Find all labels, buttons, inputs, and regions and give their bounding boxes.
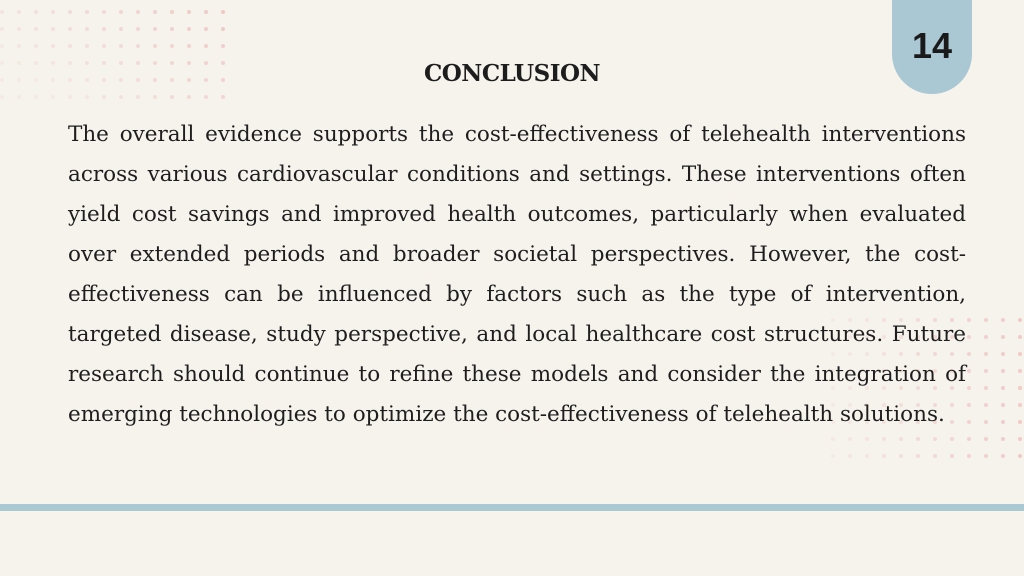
decorative-dot bbox=[136, 27, 140, 31]
decorative-dot bbox=[1001, 335, 1005, 339]
decorative-dot bbox=[119, 10, 123, 14]
decorative-dot bbox=[51, 10, 55, 14]
decorative-dot bbox=[984, 420, 988, 424]
decorative-dot bbox=[984, 437, 988, 441]
decorative-dot bbox=[1018, 420, 1022, 424]
decorative-dot bbox=[1018, 386, 1022, 390]
decorative-dot bbox=[984, 352, 988, 356]
decorative-dot bbox=[17, 10, 21, 14]
decorative-dot bbox=[153, 10, 157, 14]
decorative-dot bbox=[204, 10, 208, 14]
decorative-dot bbox=[85, 27, 89, 31]
decorative-dot bbox=[204, 27, 208, 31]
decorative-dot bbox=[34, 10, 38, 14]
decorative-dot bbox=[1018, 335, 1022, 339]
decorative-dot bbox=[119, 44, 123, 48]
decorative-dot bbox=[1018, 454, 1022, 458]
decorative-dot bbox=[85, 44, 89, 48]
decorative-dot bbox=[899, 437, 903, 441]
decorative-dot bbox=[102, 44, 106, 48]
decorative-dot bbox=[967, 454, 971, 458]
decorative-dot bbox=[17, 44, 21, 48]
decorative-dot bbox=[967, 369, 971, 373]
decorative-dot bbox=[221, 10, 225, 14]
decorative-dot bbox=[984, 369, 988, 373]
decorative-dot bbox=[153, 44, 157, 48]
decorative-dot bbox=[984, 454, 988, 458]
decorative-dot bbox=[0, 10, 4, 14]
conclusion-paragraph: The overall evidence supports the cost-effectiveness of telehealth interventions across various cardiovascular conditions and settings. These interventions often yield cost savings and improved health outcomes, particularly when evaluated over extended periods and broader societal perspectives. However, the cost-effectiveness can be influenced by factors such as the type of intervention, targeted disease, study perspective, and local healthcare cost structures. Future research should continue to refine these models and consider the integration of emerging technologies to optimize the cost-effectiveness of telehealth solutions. bbox=[68, 122, 966, 427]
decorative-dot bbox=[136, 95, 140, 99]
decorative-dot bbox=[967, 335, 971, 339]
decorative-dot bbox=[1018, 352, 1022, 356]
decorative-dot bbox=[17, 27, 21, 31]
decorative-dot bbox=[102, 27, 106, 31]
decorative-dot bbox=[34, 44, 38, 48]
decorative-dot bbox=[85, 10, 89, 14]
decorative-dot bbox=[865, 454, 869, 458]
slide-title: CONCLUSION bbox=[423, 60, 601, 87]
decorative-dot bbox=[170, 95, 174, 99]
decorative-dot bbox=[1001, 352, 1005, 356]
decorative-dot bbox=[187, 10, 191, 14]
decorative-dot bbox=[848, 437, 852, 441]
decorative-dot bbox=[967, 437, 971, 441]
decorative-dot bbox=[0, 95, 4, 99]
bottom-divider-line bbox=[0, 504, 1024, 511]
decorative-dot bbox=[1018, 318, 1022, 322]
decorative-dot bbox=[831, 454, 835, 458]
decorative-dot bbox=[136, 44, 140, 48]
decorative-dot bbox=[204, 44, 208, 48]
decorative-dot bbox=[882, 437, 886, 441]
decorative-dot bbox=[102, 10, 106, 14]
decorative-dot bbox=[984, 386, 988, 390]
decorative-dot bbox=[967, 403, 971, 407]
decorative-dot bbox=[967, 386, 971, 390]
decorative-dot bbox=[51, 27, 55, 31]
decorative-dot bbox=[153, 27, 157, 31]
decorative-dot bbox=[967, 420, 971, 424]
decorative-dot bbox=[136, 10, 140, 14]
decorative-dot bbox=[204, 95, 208, 99]
decorative-dot bbox=[950, 454, 954, 458]
decorative-dot bbox=[187, 27, 191, 31]
decorative-dot bbox=[170, 10, 174, 14]
decorative-dot bbox=[1001, 420, 1005, 424]
decorative-dot bbox=[221, 95, 225, 99]
decorative-dot bbox=[51, 44, 55, 48]
decorative-dot bbox=[221, 44, 225, 48]
decorative-dot bbox=[916, 437, 920, 441]
decorative-dot bbox=[933, 454, 937, 458]
decorative-dot bbox=[17, 95, 21, 99]
decorative-dot bbox=[916, 454, 920, 458]
decorative-dot bbox=[967, 318, 971, 322]
decorative-dot bbox=[1001, 403, 1005, 407]
decorative-dot bbox=[68, 27, 72, 31]
decorative-dot bbox=[170, 27, 174, 31]
decorative-dot bbox=[1001, 437, 1005, 441]
decorative-dot bbox=[1001, 454, 1005, 458]
decorative-dot bbox=[170, 44, 174, 48]
decorative-dot bbox=[119, 95, 123, 99]
decorative-dot bbox=[221, 27, 225, 31]
decorative-dot bbox=[0, 27, 4, 31]
decorative-dot bbox=[51, 95, 55, 99]
decorative-dot bbox=[102, 95, 106, 99]
decorative-dot bbox=[1018, 403, 1022, 407]
decorative-dot bbox=[984, 403, 988, 407]
decorative-dot bbox=[899, 454, 903, 458]
decorative-dot bbox=[187, 44, 191, 48]
decorative-dot bbox=[153, 95, 157, 99]
decorative-dot bbox=[950, 437, 954, 441]
decorative-dot bbox=[119, 27, 123, 31]
decorative-dot bbox=[1001, 369, 1005, 373]
decorative-dot bbox=[187, 95, 191, 99]
decorative-dot bbox=[1001, 318, 1005, 322]
decorative-dot bbox=[865, 437, 869, 441]
decorative-dot bbox=[967, 352, 971, 356]
decorative-dot bbox=[34, 27, 38, 31]
decorative-dot bbox=[933, 437, 937, 441]
decorative-dot bbox=[1018, 437, 1022, 441]
decorative-dot bbox=[831, 437, 835, 441]
decorative-dot bbox=[85, 95, 89, 99]
decorative-dot bbox=[68, 10, 72, 14]
decorative-dot bbox=[882, 454, 886, 458]
decorative-dot bbox=[984, 335, 988, 339]
decorative-dot bbox=[848, 454, 852, 458]
decorative-dot bbox=[1001, 386, 1005, 390]
page-number: 14 bbox=[911, 25, 953, 66]
decorative-dot bbox=[68, 44, 72, 48]
decorative-dot bbox=[1018, 369, 1022, 373]
decorative-dot bbox=[34, 95, 38, 99]
decorative-dot bbox=[68, 95, 72, 99]
decorative-dot bbox=[984, 318, 988, 322]
decorative-dot bbox=[0, 44, 4, 48]
